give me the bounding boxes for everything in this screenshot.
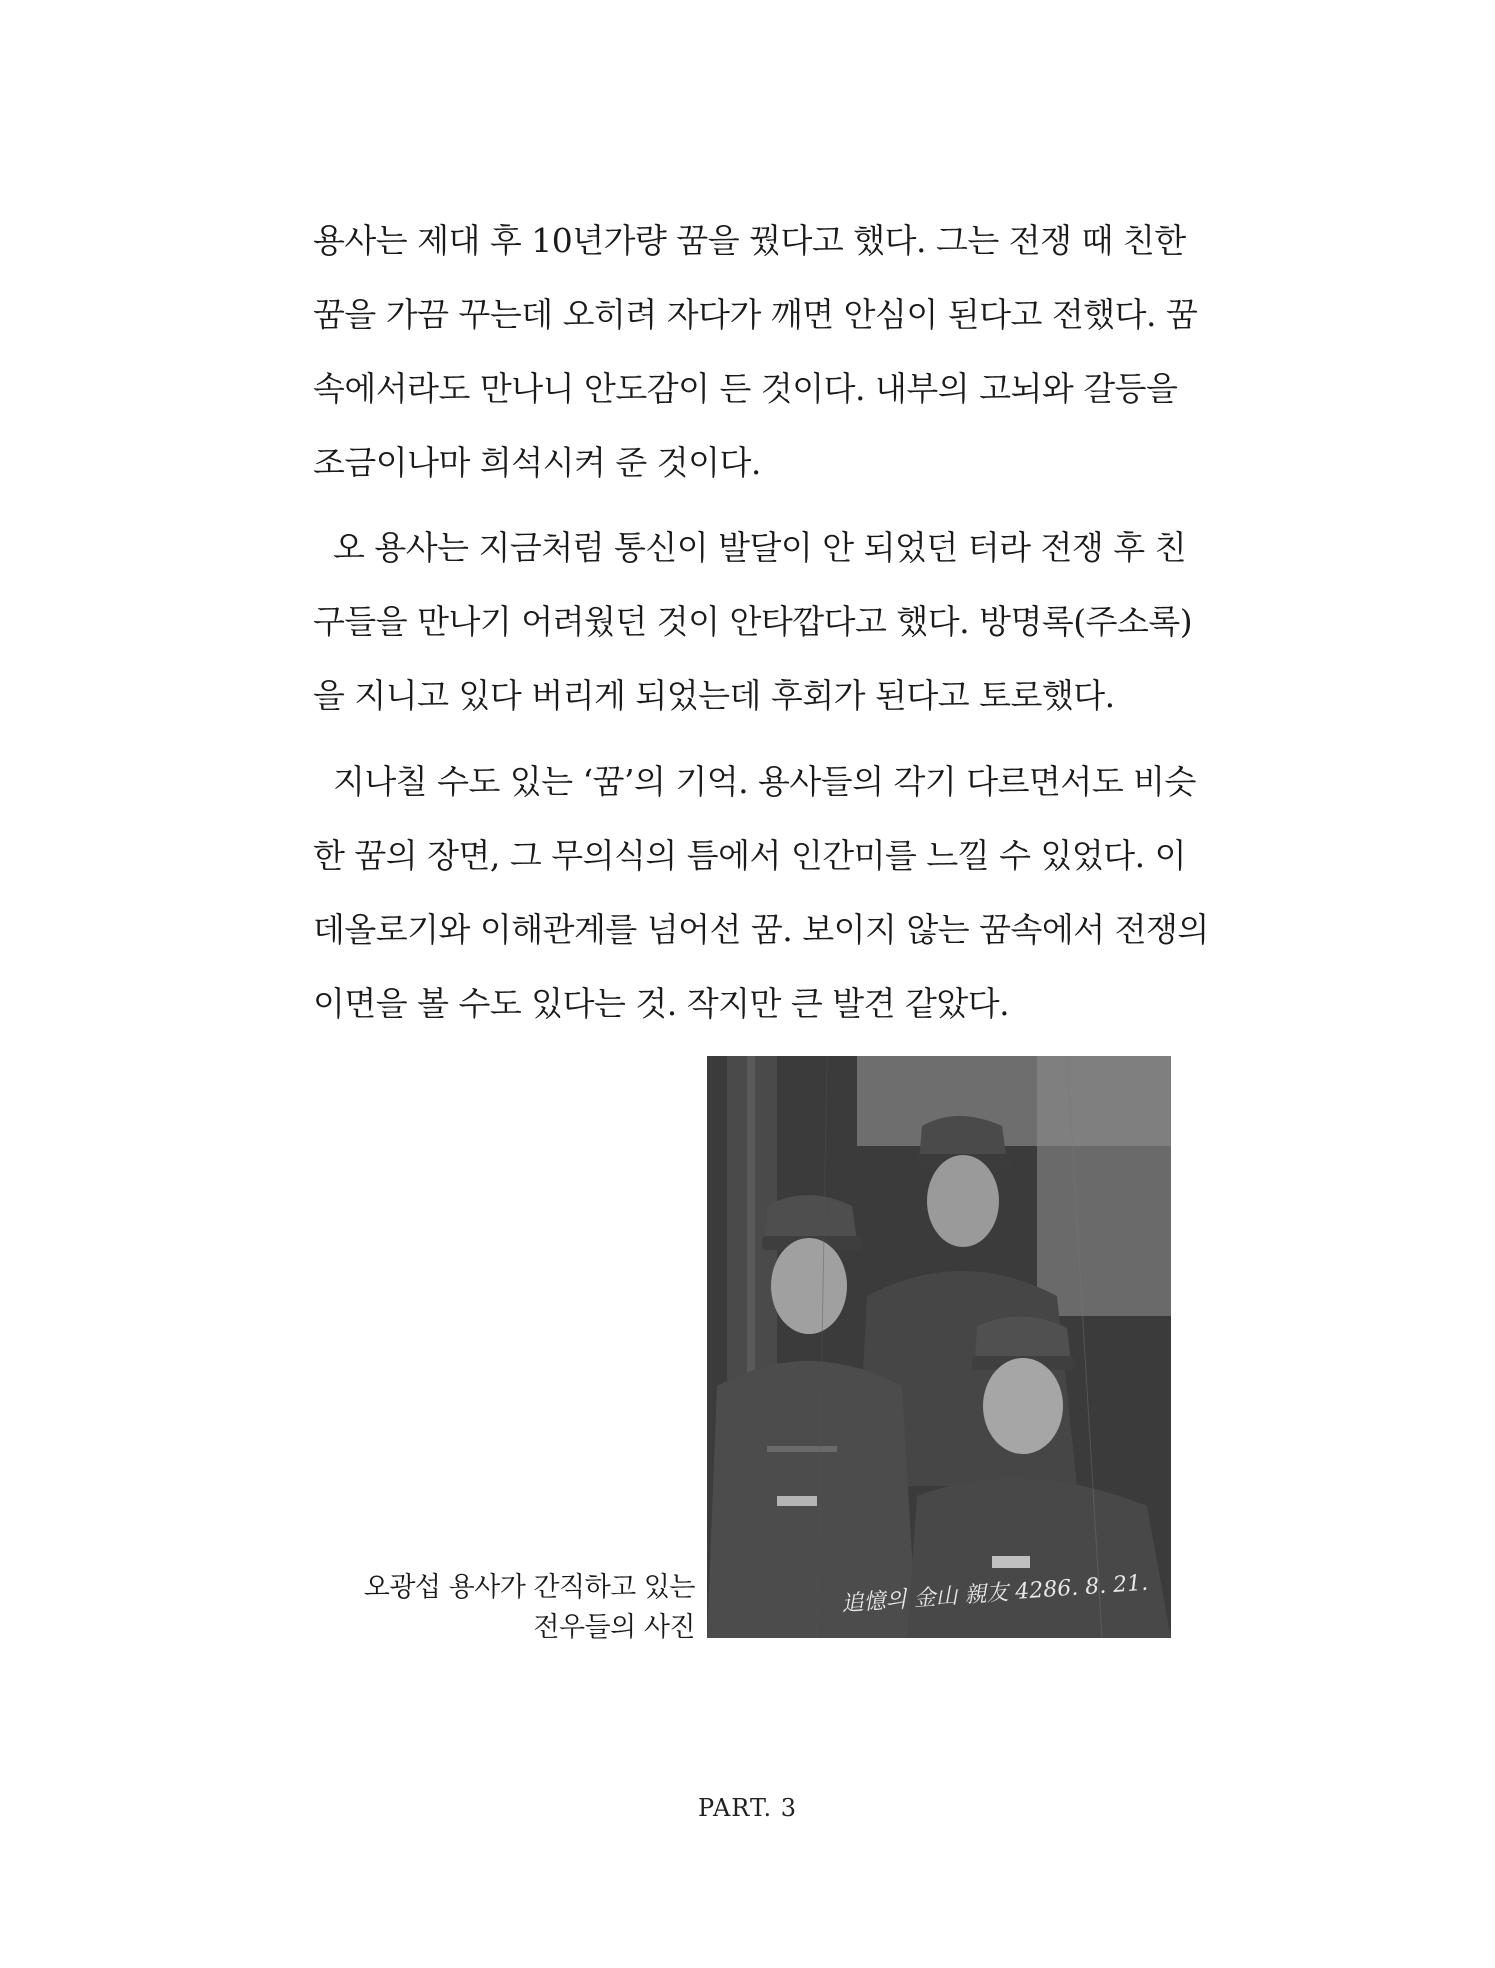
paragraph-line: 이면을 볼 수도 있다는 것. 작지만 큰 발견 같았다. (313, 984, 1010, 1023)
paragraph-line: 속에서라도 만나니 안도감이 든 것이다. 내부의 고뇌와 갈등을 (313, 369, 1178, 408)
paragraph-line: 용사는 제대 후 10년가량 꿈을 꿨다고 했다. 그는 전쟁 때 친한 (313, 221, 1186, 260)
paragraph-line: 조금이나마 희석시켜 준 것이다. (313, 443, 761, 482)
paragraph-line: 지나칠 수도 있는 ‘꿈’의 기억. 용사들의 각기 다르면서도 비슷 (313, 762, 1196, 801)
paragraph-line: 꿈을 가끔 꾸는데 오히려 자다가 깨면 안심이 된다고 전했다. 꿈 (313, 295, 1198, 334)
caption-line-1: 오광섭 용사가 간직하고 있는 (363, 1572, 695, 1603)
paragraph-2 (313, 511, 1193, 733)
caption-line-2: 전우들의 사진 (533, 1612, 695, 1643)
paragraph-line: 을 지니고 있다 버리게 되었는데 후회가 된다고 토로했다. (313, 676, 1115, 715)
paragraph-line: 한 꿈의 장면, 그 무의식의 틈에서 인간미를 느낄 수 있었다. 이 (313, 836, 1186, 875)
paragraph-1 (313, 204, 1198, 500)
paragraph-line: 구들을 만나기 어려웠던 것이 안타깝다고 했다. 방명록(주소록) (313, 602, 1193, 641)
paragraph-line: 데올로기와 이해관계를 넘어선 꿈. 보이지 않는 꿈속에서 전쟁의 (313, 910, 1209, 949)
soldiers-photo (707, 1056, 1171, 1638)
paragraph-line: 오 용사는 지금처럼 통신이 발달이 안 되었던 터라 전쟁 후 친 (313, 528, 1186, 567)
paragraph-3 (313, 745, 1209, 1041)
photo-caption (364, 1568, 695, 1648)
photo-inscription: 追憶의 金山 親友 4286. 8. 21. (840, 1570, 1149, 1617)
page-footer: PART. 3 (698, 1794, 797, 1822)
